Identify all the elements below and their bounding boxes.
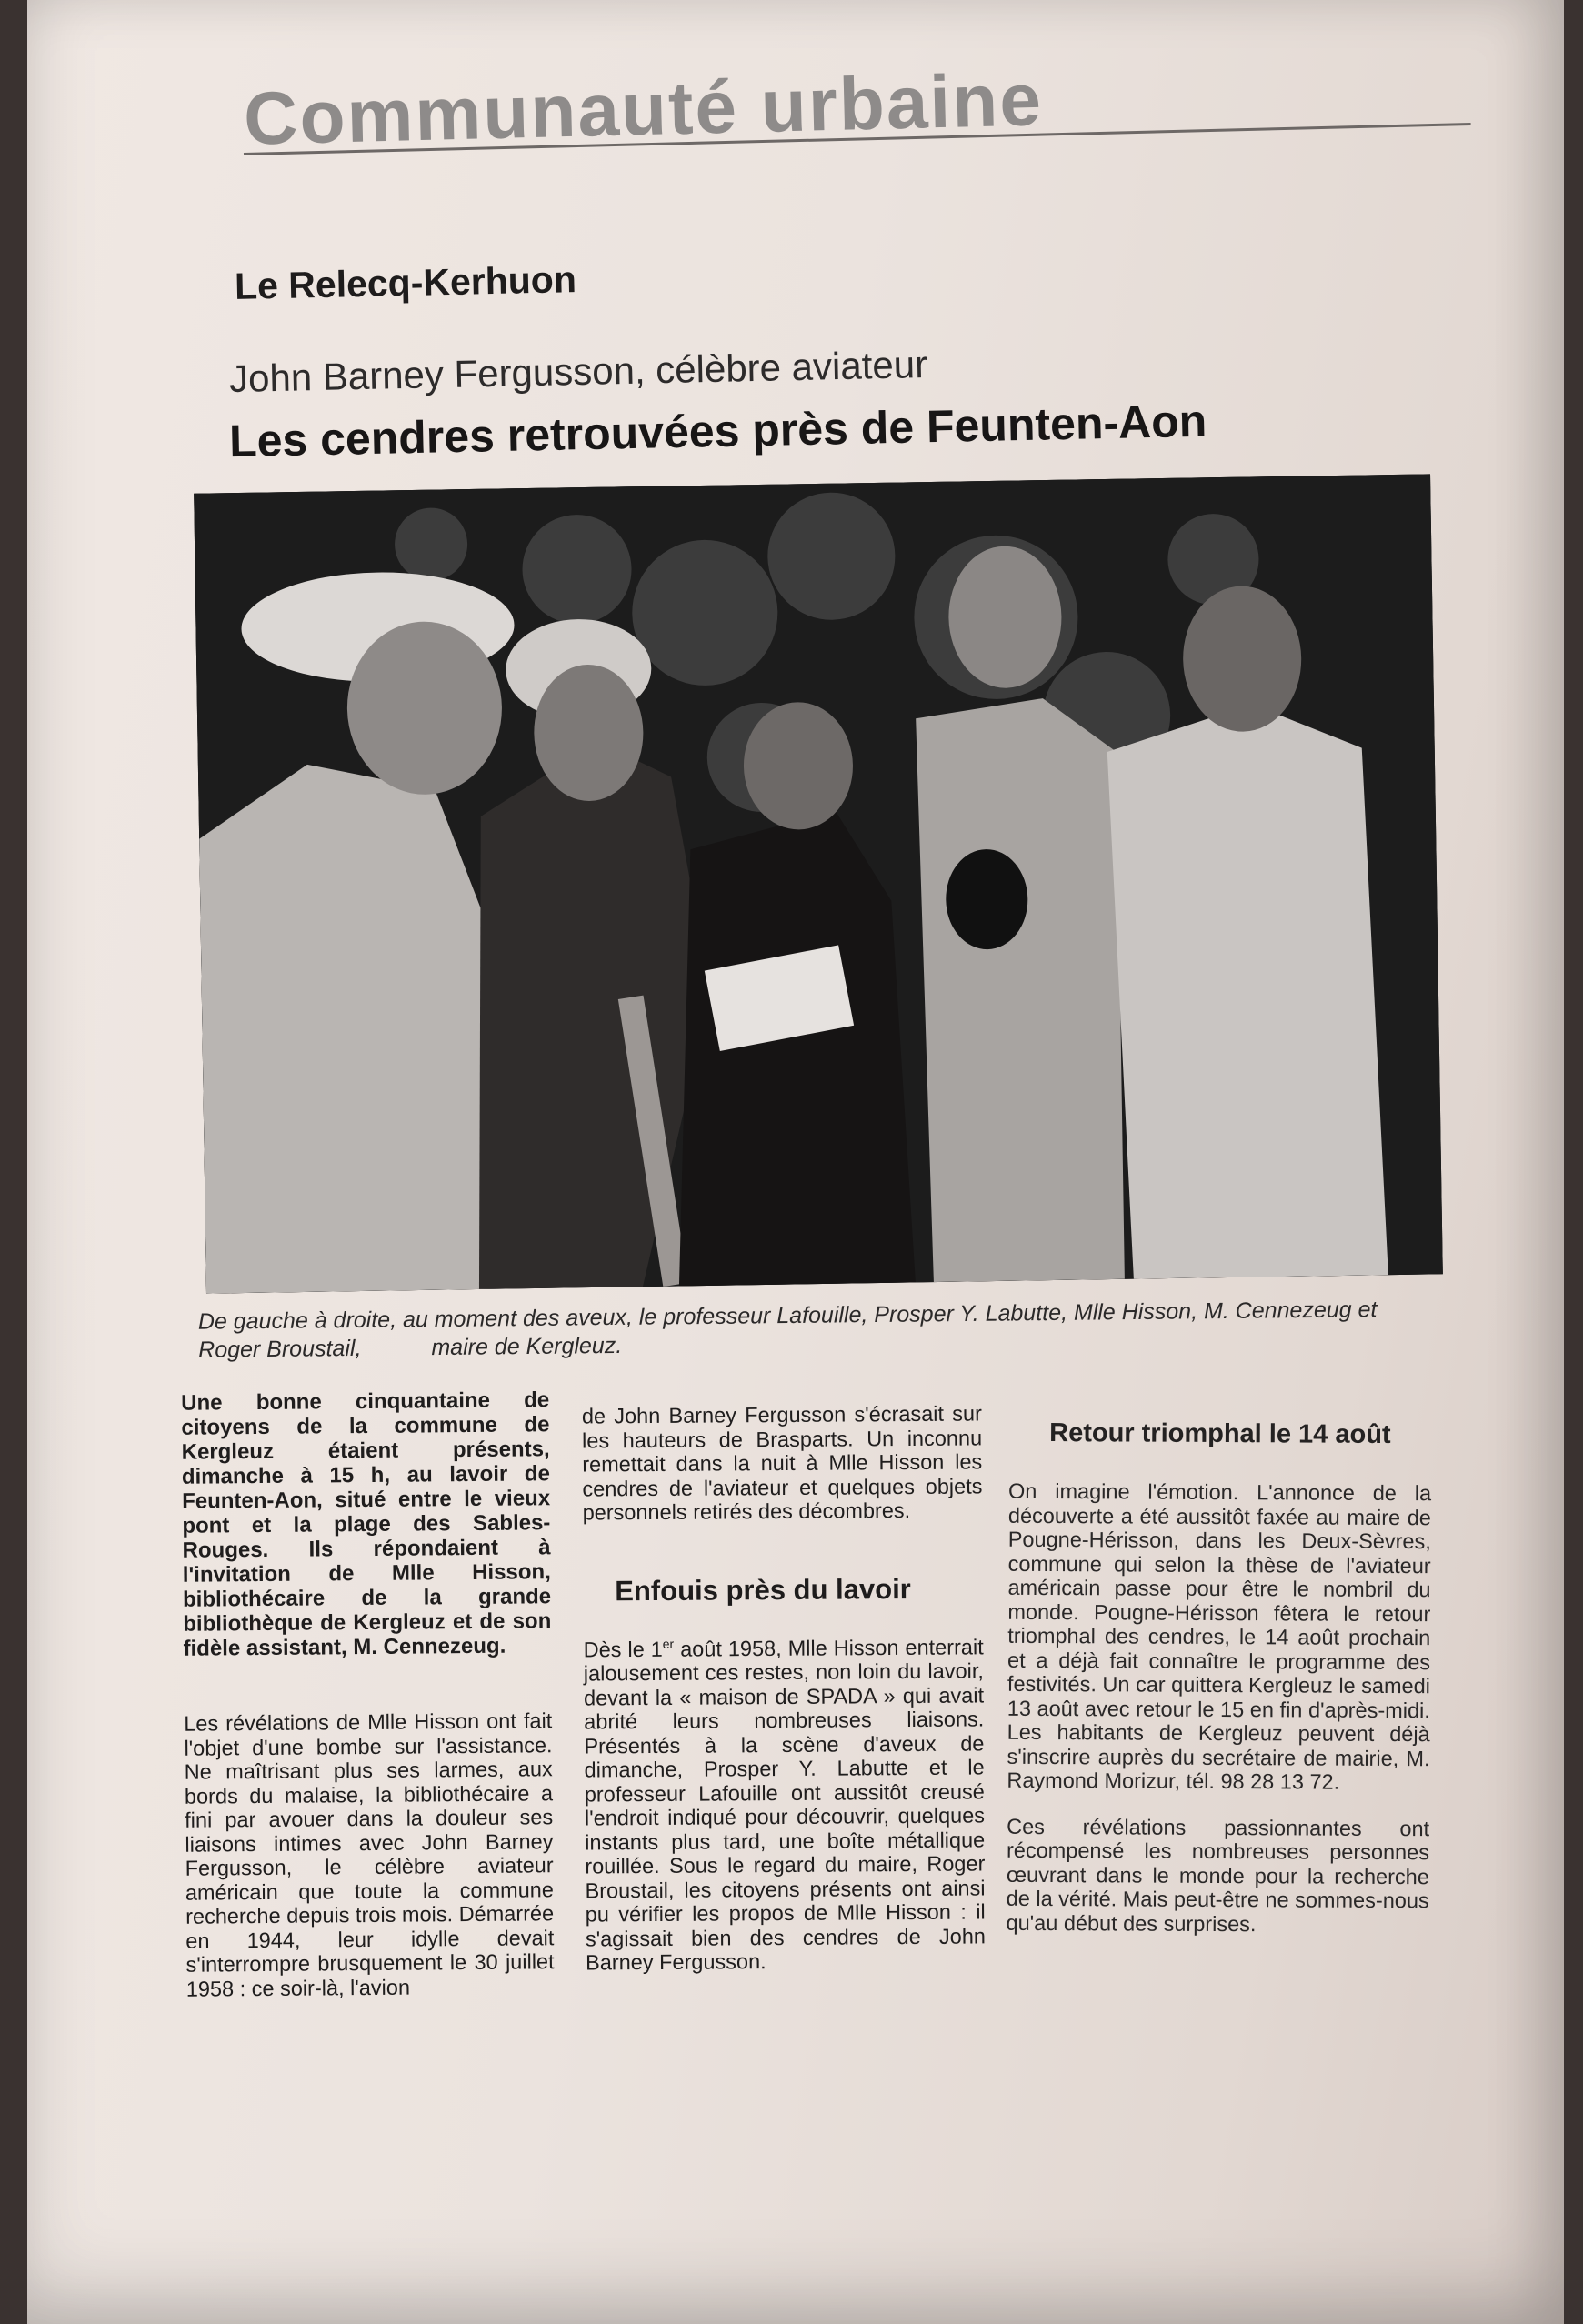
paragraph-rest: août 1958, Mlle Hisson enterrait jalousement ces restes, non loin du lavoir, devant la « maison de SPADA » qui avait abrité leurs nombreuses liaisons. Présentés à la scène d'aveux de dimanche, Prosper Y. Labutte et le professeur Lafouille ont aussitôt creusé l'endroit indiqué pour découvrir, quelques instants plus tard, une boîte métallique rouillée. Sous le regard du maire, Roger Broustail, les citoyens présents ont ainsi pu vérifier les propos de Mlle Hisson : il s'agissait bien des cendres de John Barney Fergusson.	[583, 1635, 986, 1975]
article-column-1	[181, 1387, 555, 2001]
paragraph-start: Dès le 1	[583, 1637, 663, 1662]
locality-heading: Le Relecq-Kerhuon	[234, 258, 577, 307]
photo-illustration	[194, 474, 1443, 1293]
article-headline: Les cendres retrouvées près de Feunten-Aon	[228, 395, 1207, 467]
subheading-enfouis: Enfouis près du lavoir	[615, 1572, 911, 1607]
photo-caption-tail: maire de Kergleuz.	[431, 1332, 623, 1361]
article-column-2	[582, 1401, 986, 1975]
ordinal-suffix: er	[662, 1636, 675, 1651]
article-paragraph: On imagine l'émotion. L'annonce de la découverte a été aussitôt faxée au maire de Pougne-Hérisson, dans les Deux-Sèvres, commune qui selon la thèse de l'aviateur américain passe pour être le nombril du monde. Pougne-Hérisson fêtera le retour triomphal des cendres, le 14 août prochain et a déjà fait connaître le programme des festivités. Un car quittera Kergleuz le samedi 13 août avec retour le 15 en fin d'après-midi. Les habitants de Kergleuz peuvent déjà s'inscrire auprès du secrétaire de mairie, M. Raymond Morizur, tél. 98 28 13 72.	[1007, 1478, 1432, 1794]
section-title: Communauté urbaine	[243, 58, 1044, 161]
article-lede: Une bonne cinquantaine de citoyens de la commune de Kergleuz étaient présents, dimanche à 15 h, au lavoir de Feunten-Aon, situé entre le vieux pont et la plage des Sables-Rouges. Ils répondaient à l'invitation de Mlle Hisson, bibliothécaire de la grande bibliothèque de Kergleuz et de son fidèle assistant, M. Cennezeug.	[181, 1387, 552, 1661]
article-column-3	[1007, 1417, 1432, 1937]
photo-caption	[198, 1296, 1381, 1365]
article-paragraph: Les révélations de Mlle Hisson ont fait l'objet d'une bombe sur l'assistance. Ne maîtrisant plus ses larmes, aux bords du malaise, la bibliothécaire a fini par avouer dans la douleur ses liaisons intimes avec John Barney Fergusson, le célèbre aviateur américain que toute la commune recherche depuis trois mois. Démarrée en 1944, leur idylle devait s'interrompre brusquement le 30 juillet 1958 : ce soir-là, l'avion	[184, 1708, 555, 2001]
photo-caption-main: De gauche à droite, au moment des aveux, le professeur Lafouille, Prosper Y. Labutte, Mlle Hisson, M. Cennezeug et Roger Broustail,	[197, 1297, 1378, 1363]
news-photo	[194, 474, 1443, 1293]
article-paragraph	[584, 1629, 987, 1975]
subheading-retour: Retour triomphal le 14 août	[1049, 1418, 1391, 1449]
article-kicker: John Barney Fergusson, célèbre aviateur	[228, 342, 928, 401]
article-paragraph: Ces révélations passionnantes ont récompensé les nombreuses personnes œuvrant dans le monde pour la recherche de la vérité. Mais peut-être ne sommes-nous qu'au début des surprises.	[1006, 1814, 1430, 1936]
newspaper-clipping	[27, 0, 1564, 2324]
article-paragraph-continued: de John Barney Fergusson s'écrasait sur les hauteurs de Brasparts. Un inconnu remettait dans la nuit à Mlle Hisson les cendres de l'aviateur et quelques objets personnels retirés des décombres.	[581, 1401, 983, 1525]
